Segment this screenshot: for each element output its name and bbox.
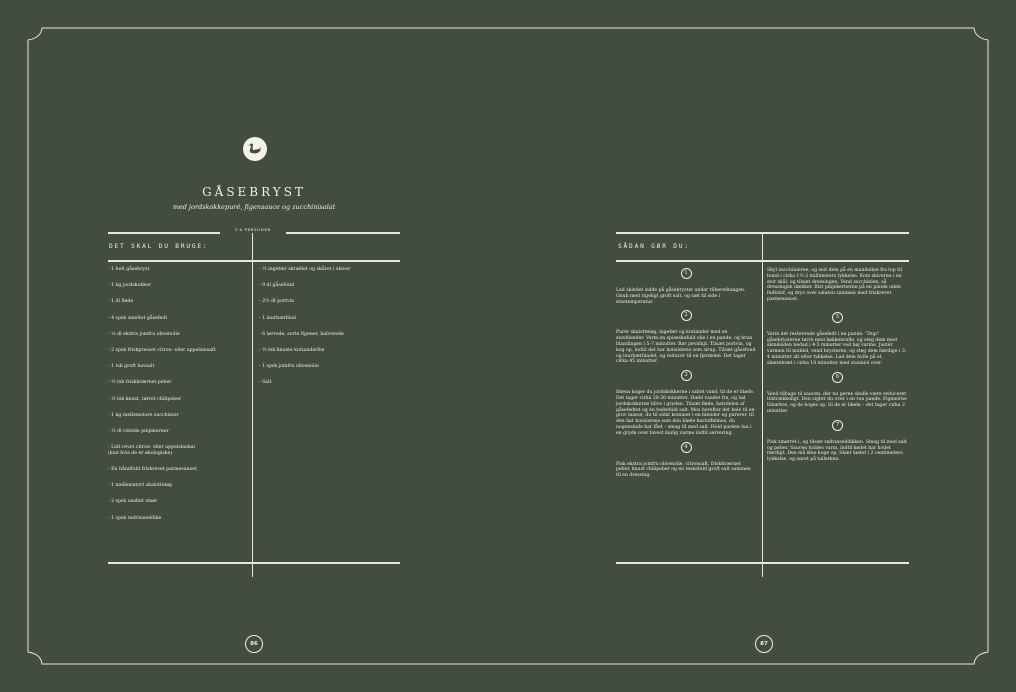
step-text: Lad skindet sidde på gåsebrystet under tilberedningen. Gnub med rigeligt groft salt, og sæt til side i stuetemperatur. <box>616 288 746 305</box>
ingredient-item: - 1 spsk rødvinseddike <box>108 515 162 521</box>
ingredient-item: - 4 spsk smeltet gåsefedt <box>108 315 168 321</box>
page-number-left: 86 <box>245 635 263 653</box>
ingredient-item: - 2 spsk usaltet smør <box>108 499 158 505</box>
ingredient-item: - 1 kg mellemstore zucchinier <box>108 412 179 418</box>
ingredient-item: - 1 mellemstort skalotteløg <box>108 483 172 489</box>
method-steps-col-1 <box>616 268 756 484</box>
step-number-badge: 5 <box>832 312 843 323</box>
ingredient-item: - Salt <box>259 380 272 386</box>
step-number-badge: 7 <box>832 420 843 431</box>
page-number-right: 87 <box>755 635 773 653</box>
ingredient-item: - 6 tørrede, sorte figener, halverede <box>259 331 344 337</box>
step-text: Imens koger du jordskokkerne i saltet vand, til de er bløde. Det tager cirka 20-30 minutter. Hæld vandet fra, og lad jordskokkerne blive i gryden. Tilsæt fløde, halvdelen af gåsefedtet og en teskefuld salt. Mos herefter det hele til en grov masse, du til sidst kommer i en blender og purerer, til den har konsistens som den bløde kartoffelmos, du nogensinde har fået – smag til med salt. Hold puréen lun i en gryde over lavest mulig varme indtil servering. <box>616 390 755 436</box>
step-text: Varm det resterende gåsefedt i en pande. "Dup" gåsebrysterne tørre med køkkenrulle, og steg dem med skindsiden nedad i 4-5 minutter ved høj varme. Justér varmen til middel, vend brysterne, og steg dem færdige i 3-4 minutter alt efter tykkelse. Lad dem hvile på et skærebræt i cirka 10 minutter med stanniol over. <box>767 331 907 366</box>
ingredient-item: - ½ ingefær skrællet og skåret i skiver <box>259 267 351 272</box>
ingredient-item: - ½ tsk friskkværnet peber <box>108 380 172 386</box>
method-column-divider <box>762 233 763 577</box>
method-steps-col-2 <box>767 268 908 468</box>
serves-label: 5-6 PERSONER <box>235 228 271 232</box>
ingredient-item: - 2½ dl portvin <box>259 299 295 305</box>
step-number-badge: 4 <box>681 442 692 453</box>
ingredient-item: - ½ tsk knuste korianderfrø <box>259 347 325 353</box>
ingredients-list-1 <box>108 267 248 532</box>
ingredient-item: - ½ dl ristede pinjekerner <box>108 428 169 434</box>
step-text: Pisk ekstra jomfru olivenolie, citronsaft, friskkværnet peber, knust chilipeber og en teskefuld groft salt sammen til en dressing. <box>616 461 751 479</box>
step-number-badge: 6 <box>832 372 843 383</box>
ingredient-item: - 1 helt gåsebryst <box>108 267 150 272</box>
ingredient-item: - ½ tsk knust, tørret chilipeber <box>108 396 182 402</box>
ingredient-item: - 9 dl gåsefond <box>259 283 295 289</box>
ingredient-item: - 1 laurbærblad <box>259 315 297 321</box>
ingredients-bottom-rule <box>108 562 400 564</box>
ingredients-heading-rule <box>108 260 400 262</box>
recipe-title: GÅSEBRYST <box>202 185 306 199</box>
recipe-subtitle: med jordskokkepuré, figensauce og zucchinisalat <box>172 203 336 211</box>
step-text: Purér skalotteløg, ingefær og koriander med en stavblender. Varm en spiseskefuld olie i en pande, og brun blandingen i 5-7 minutter. Rør jævnligt. Tilsæt portvin, og kog op, indtil det har konsistens som sirup. Tilsæt gåsefond og laurbærbladet, og reducér til en fjerdedel. Det tager cirka 45 minutter. <box>616 330 756 365</box>
step-text: Skyl zucchinierne, og snit dem på en mandoline fra top til bund i cirka 1½-2 millimeters tykkelse. Kom skiverne i en stor skål, og tilsæt dressingen. Vend zucchinien, så dressingen dækker. Rist pinjekernerne på en pande uden fedtstof, og drys over salaten sammen med friskrevet parmesanost. <box>767 268 903 302</box>
step-number-badge: 2 <box>681 310 692 321</box>
top-rule-right <box>286 232 400 234</box>
ingredient-item: - Lidt revet citron- eller appelsinskal (kun hvis de er økologiske) <box>108 445 195 456</box>
method-bottom-rule <box>616 562 909 564</box>
top-rule-left <box>108 232 220 234</box>
ingredients-heading: DET SKAL DU BRUGE: <box>109 243 209 250</box>
ingredient-item: - En håndfuld friskrevet parmesanost <box>108 467 197 473</box>
step-text: Pisk smørret i, og tilsæt rødvinseddikken. Smag til med salt og peber. Saucen holdes varm, indtil kødet har hvilet færdigt. Den må ikke koge op. Skær kødet i 2 centimeters tykkelse, og anret på tallerken. <box>767 439 907 463</box>
ingredients-column-divider <box>252 233 253 577</box>
ingredient-item: - 1 tsk groft havsalt <box>108 364 155 370</box>
step-text: Vend tilbage til saucen, der nu gerne skulle være reduceret tilstrækkeligt. Den sigter du over i en ren pande. Figenerne tilsættes, og de koges op, til de er bløde – det tager cirka 2 minutter. <box>767 391 907 414</box>
ingredient-item: - 1 dl fløde <box>108 299 134 305</box>
goose-icon <box>243 137 267 161</box>
ingredient-item: - 1 kg jordskokker <box>108 283 152 289</box>
step-number-badge: 3 <box>681 370 692 381</box>
step-number-badge: 1 <box>681 268 692 279</box>
ingredients-list-2 <box>259 267 399 397</box>
ingredient-item: - 2 spsk friskpresset citron- eller appelsinsaft <box>108 347 216 353</box>
method-heading: SÅDAN GØR DU: <box>618 243 690 250</box>
ingredient-item: - ⅛ dl ekstra jomfru olivenolie <box>108 331 180 337</box>
ingredient-item: - 1 spsk jomfru olivenolie <box>259 364 319 370</box>
